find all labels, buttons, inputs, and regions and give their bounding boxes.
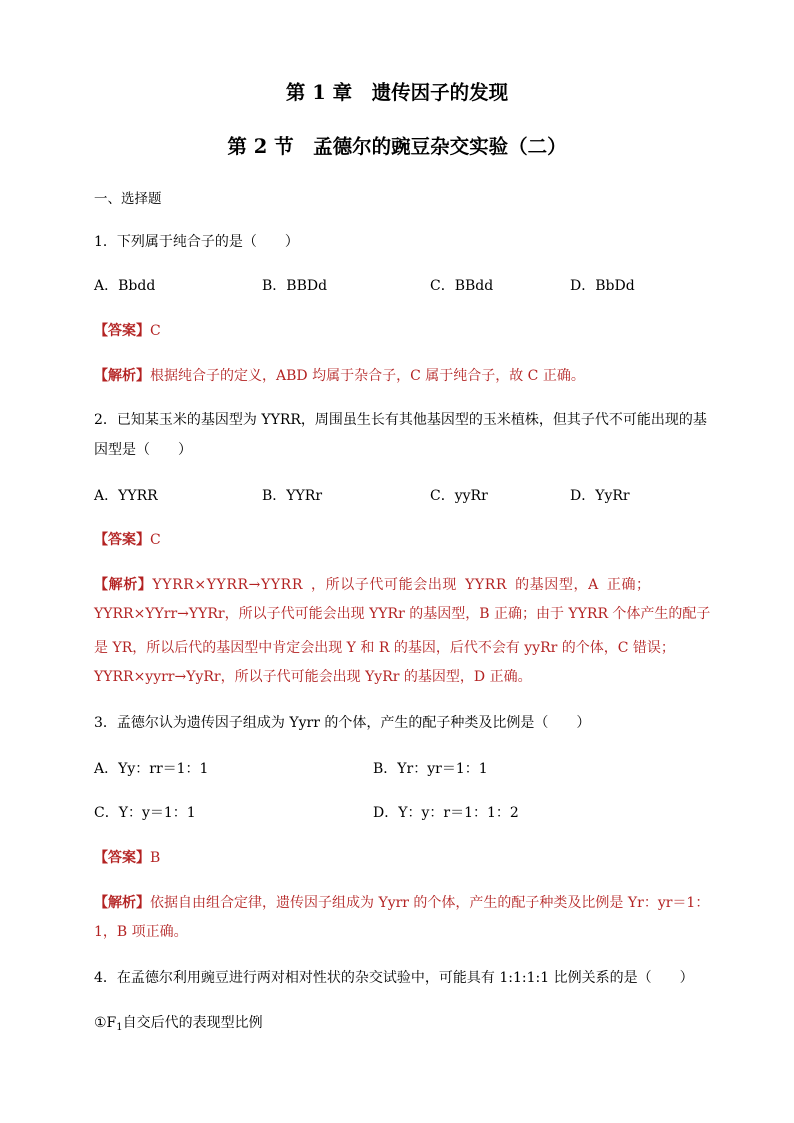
- question-2-analysis-line-2: YYRR×YYrr→YYRr，所以子代可能会出现 YYRr 的基因型，B 正确；由于 YYRR 个体产生的配子: [94, 606, 711, 622]
- part-heading: 一、选择题: [94, 191, 162, 207]
- question-3-option-b: B．Yr：yr＝1：1: [373, 761, 488, 777]
- analysis-label: 【解析】: [94, 895, 150, 911]
- answer-value: C: [150, 323, 161, 339]
- question-1-option-d: D．BbDd: [570, 278, 635, 294]
- question-1-option-a: A．Bbdd: [94, 278, 156, 294]
- chapter-title: 第 1 章 遗传因子的发现: [285, 81, 509, 104]
- question-3-analysis-line-1: [94, 893, 709, 913]
- question-3-option-a: A．Yy：rr＝1：1: [94, 761, 209, 777]
- question-3-option-d: D．Y：y：r＝1：1：2: [373, 805, 519, 821]
- analysis-label: 【解析】: [94, 368, 150, 384]
- question-3-answer: [94, 848, 160, 868]
- question-3-stem: 3．孟德尔认为遗传因子组成为 Yyrr 的个体，产生的配子种类及比例是（ ）: [94, 715, 591, 731]
- question-2-stem-line-1: 2．已知某玉米的基因型为 YYRR，周围虽生长有其他基因型的玉米植株，但其子代不可能出现的基: [94, 412, 707, 428]
- question-1-stem: 1．下列属于纯合子的是（ ）: [94, 234, 299, 250]
- question-1-answer: [94, 321, 161, 341]
- answer-value: C: [150, 532, 161, 548]
- sub-item-prefix: ①F: [94, 1015, 117, 1031]
- question-2-option-b: B．YYRr: [262, 488, 323, 504]
- sub-item-subscript: 1: [116, 1022, 123, 1033]
- section-title: 第 2 节 孟德尔的豌豆杂交实验（二）: [227, 135, 567, 158]
- question-1-option-c: C．BBdd: [430, 278, 494, 294]
- question-2-analysis-line-1: [94, 575, 651, 595]
- answer-label: 【答案】: [94, 532, 150, 548]
- analysis-label: 【解析】: [94, 577, 153, 593]
- question-2-stem-line-2: 因型是（ ）: [94, 442, 192, 458]
- question-2-option-c: C．yyRr: [430, 488, 488, 504]
- analysis-text: YYRR×YYRR→YYRR ，所以子代可能会出现 YYRR 的基因型，A 正确；: [152, 577, 651, 593]
- question-3-analysis-line-2: 1，B 项正确。: [94, 924, 188, 940]
- question-2-option-a: A．YYRR: [94, 488, 158, 504]
- question-1-option-b: B．BBDd: [262, 278, 328, 294]
- question-1-analysis: [94, 366, 585, 386]
- answer-label: 【答案】: [94, 323, 150, 339]
- question-2-option-d: D．YyRr: [570, 488, 630, 504]
- answer-label: 【答案】: [94, 850, 150, 866]
- question-2-answer: [94, 530, 161, 550]
- analysis-text: 根据纯合子的定义，ABD 均属于杂合子，C 属于纯合子，故 C 正确。: [150, 368, 585, 384]
- sub-item-text: 自交后代的表现型比例: [122, 1015, 263, 1031]
- question-2-analysis-line-3: 是 YR，所以后代的基因型中肯定会出现 Y 和 R 的基因，后代不会有 yyRr 的个体，C 错误；: [94, 640, 675, 656]
- question-4-stem: 4．在孟德尔利用豌豆进行两对相对性状的杂交试验中，可能具有 1:1:1:1 比例关系的是（ ）: [94, 970, 694, 986]
- question-3-option-c: C．Y：y＝1：1: [94, 805, 196, 821]
- answer-value: B: [150, 850, 161, 866]
- question-2-analysis-line-4: YYRR×yyrr→YyRr，所以子代可能会出现 YyRr 的基因型，D 正确。: [94, 669, 532, 685]
- question-4-sub-item-1: [94, 1013, 263, 1033]
- analysis-text: 依据自由组合定律，遗传因子组成为 Yyrr 的个体，产生的配子种类及比例是 Yr：yr＝1：: [150, 895, 710, 911]
